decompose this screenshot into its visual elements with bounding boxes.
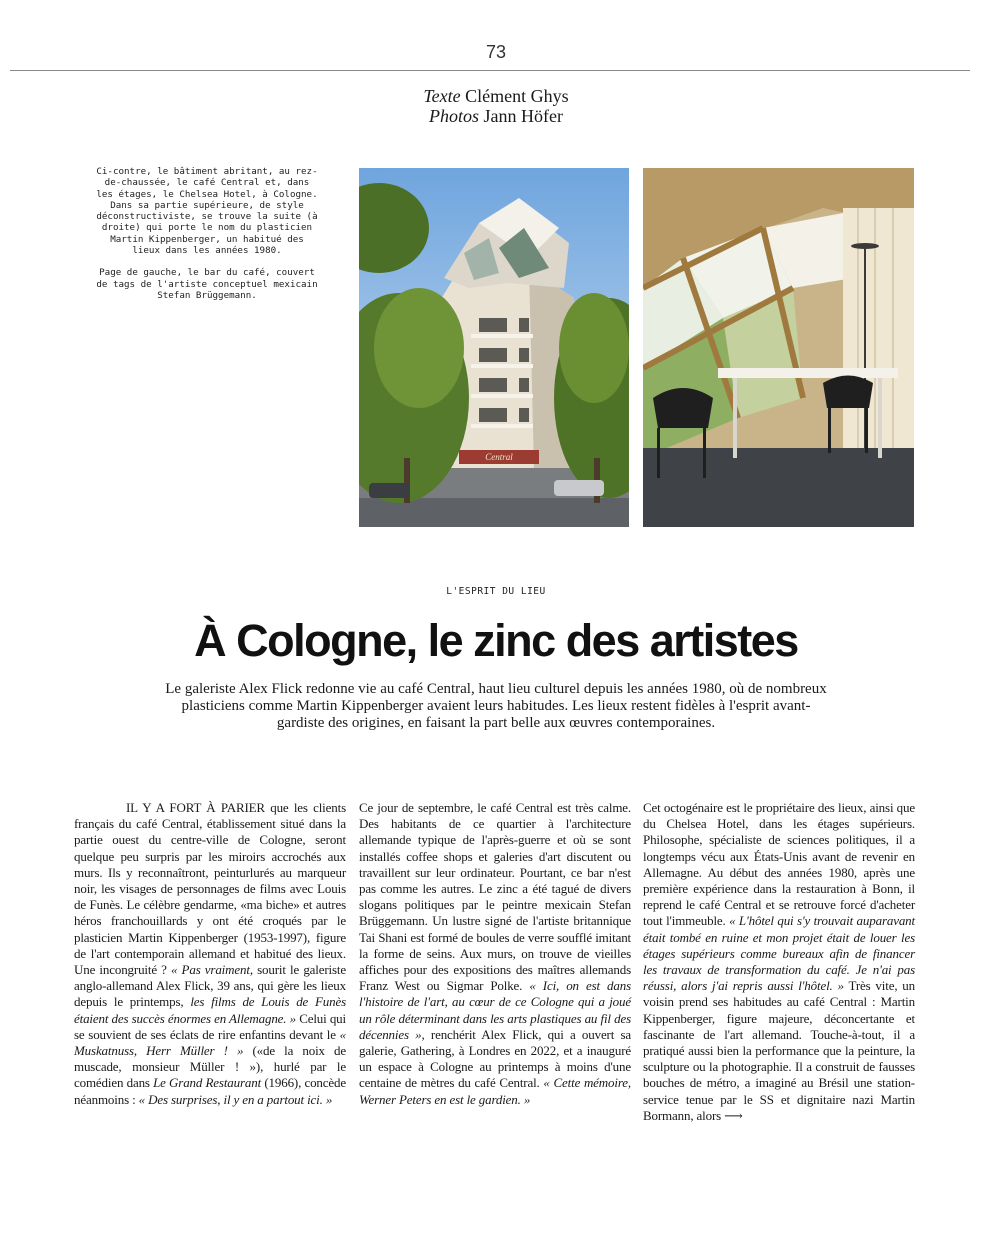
article-headline: À Cologne, le zinc des artistes <box>194 615 798 666</box>
paragraph: Cet octogénaire est le propriétaire des lieux, ainsi que du Chelsea Hotel, dans les étages supérieurs. Philosophe, spécialiste de sciences politiques, il a longtemps vécu aux États-Unis avant de revenir en Allemagne. Au début des années 1980, après une première expérience dans la restauration à Bonn, il reprend le café Central et se retrouve forcé d'acheter tout l'immeuble. « L'hôtel qui s'y trouvait auparavant était tombé en ruine et mon projet était de louer les étages supérieurs comme bureaux afin de financer les travaux de transformation du café. Je n'ai pas réussi, alors j'ai repris aussi l'hôtel. » Très vite, un voisin prend ses habitudes au café Central : Martin Kippenberger, figure majeure, déconcertante et fascinante de l'art allemand. Touche-à-tout, il a pratiqué aussi bien la performance que la peinture, la sculpture ou la photographie. Il a construit de fausses bouches de métro, a imaginé au Brésil une station-service tenue par le SS et dignitaire nazi Martin Bormann, alors ⟶ <box>643 800 915 1123</box>
paragraph: Ce jour de septembre, le café Central est très calme. Des habitants de ce quartier à l'architecture allemande typique de l'après-guerre et où se sont installés coffee shops et galeries d'art discutent ou travaillent sur leur ordinateur. Pourtant, ce bar n'est pas comme les autres. Le zinc a été tagué de divers slogans politiques par le peintre mexicain Stefan Brüggemann. Un lustre signé de l'artiste britannique Tai Shani est formé de boules de verre soufflé imitant la forme de seins. Aux murs, on trouve de vieilles affiches pour des expositions des maîtres allemands Franz West ou Sigmar Polke. « Ici, on est dans l'histoire de l'art, au cœur de ce Cologne qui a joué un rôle déterminant dans les arts plastiques au fil des décennies », renchérit Alex Flick, qui a ouvert sa galerie, Gathering, à Londres en 2022, et a inauguré un espace à Cologne au printemps à moins d'une centaine de mètres du café Central. « Cette mémoire, Werner Peters en est le gardien. » <box>359 800 632 1107</box>
suite-interior-photo <box>643 168 914 527</box>
article-standfirst: Le galeriste Alex Flick redonne vie au café Central, haut lieu culturel depuis les années 1980, où de nombreux plasticiens comme Martin Kippenberger avaient leurs habitudes. Les lieux restent fidèles à l'esprit avant-gardiste des origines, en faisant la part belle aux œuvres contemporaines. <box>165 681 827 731</box>
photo-credit <box>0 106 992 126</box>
caption-paragraph-2: Page de gauche, le bar du café, couvert de tags de l'artiste conceptuel mexicain Stefan Brüggemann. <box>96 267 318 301</box>
page-number: 73 <box>485 42 507 62</box>
header-rule <box>10 70 970 71</box>
lead-in: IL Y A FORT À PARIER <box>126 800 265 815</box>
caption-paragraph-1: Ci-contre, le bâtiment abritant, au rez-de-chaussée, le café Central et, dans les étages, le Chelsea Hotel, à Cologne. Dans sa partie supérieure, de style déconstructiviste, se trouve la suite (à droite) qui porte le nom du plasticien Martin Kippenberger, un habitué des lieux dans les années 1980. <box>96 166 318 257</box>
building-photo <box>359 168 629 527</box>
body-column-2 <box>359 800 631 1108</box>
credits <box>0 86 992 126</box>
body-column-1 <box>74 800 346 1108</box>
cafe-sign: Central <box>485 452 513 462</box>
section-rubric: L'ESPRIT DU LIEU <box>446 586 546 597</box>
text-credit-author: Clément Ghys <box>465 86 569 106</box>
photo-caption <box>96 166 318 312</box>
body-column-3 <box>643 800 915 1124</box>
continue-arrow-icon: ⟶ <box>721 1107 743 1123</box>
photo-credit-author: Jann Höfer <box>483 106 563 126</box>
photo-credit-label: Photos <box>429 106 480 126</box>
interior-illustration <box>643 168 914 527</box>
text-credit <box>0 86 992 106</box>
paragraph: IL Y A FORT À PARIER que les clients français du café Central, établissement situé dans la partie ouest du centre-ville de Cologne, seront quelque peu surpris par les miroirs accrochés aux murs. Ils y reconnaîtront, peinturlurés au marqueur noir, les visages de personnages de films avec Louis de Funès. Le célèbre gendarme, «ma biche» et autres héros franchouillards y ont été croqués par le plasticien Martin Kippenberger (1953-1997), figure de l'art contemporain allemand et habitué des lieux. Une incongruité ? « Pas vraiment, sourit le galeriste anglo-allemand Alex Flick, 39 ans, qui gère les lieux depuis le printemps, les films de Louis de Funès étaient des succès énormes en Allemagne. » Celui qui se souvient de ses éclats de rire enfantins devant le « Muskatnuss, Herr Müller ! » («de la noix de muscade, monsieur Müller ! »), hurlé par le comédien dans Le Grand Restaurant (1966), concède néanmoins : « Des surprises, il y en a partout ici. » <box>74 800 347 1107</box>
text-credit-label: Texte <box>423 86 461 106</box>
building-illustration <box>359 168 629 527</box>
